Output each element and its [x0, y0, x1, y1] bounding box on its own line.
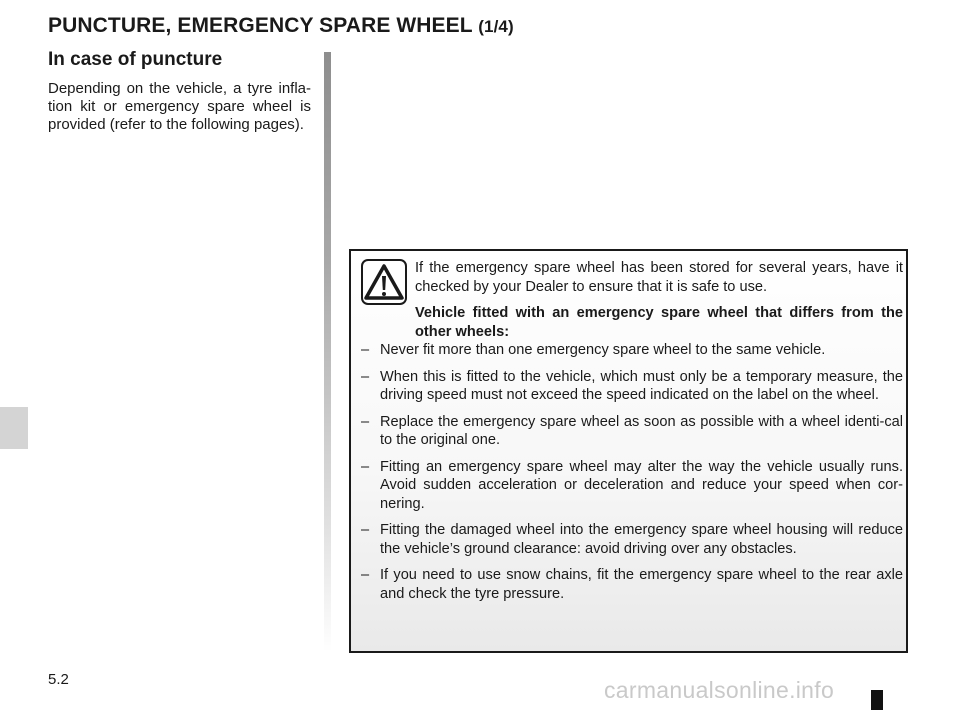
- warning-box: [349, 249, 908, 653]
- page-title-text: PUNCTURE, EMERGENCY SPARE WHEEL: [48, 14, 473, 37]
- warning-paragraph: If the emergency spare wheel has been stored for several years, have it checked by your Dealer to ensure that it is safe to use.: [415, 260, 903, 295]
- warning-bold-paragraph: Vehicle fitted with an emergency spare wheel that differs from the other wheels:: [415, 305, 903, 340]
- section-heading: In case of puncture: [48, 49, 223, 70]
- list-item: – Never fit more than one emergency spare wheel to the same vehicle.: [361, 341, 903, 360]
- page-number: 5.2: [48, 671, 69, 688]
- list-item: – When this is fitted to the vehicle, which must only be a temporary measure, the driving speed must not exceed the speed indicated on the label on the wheel.: [361, 368, 903, 405]
- chapter-side-tab: [0, 407, 28, 449]
- warning-triangle-icon: [361, 259, 407, 305]
- list-item: – If you need to use snow chains, fit the emergency spare wheel to the rear axle and check the tyre pressure.: [361, 566, 903, 603]
- list-item: – Fitting an emergency spare wheel may alter the way the vehicle usually runs. Avoid sudden acceleration or deceleration and reduce your speed when cor-nering.: [361, 458, 903, 514]
- column-divider: [324, 52, 331, 652]
- page-title-part: (1/4): [478, 17, 514, 36]
- corner-mark: [871, 690, 883, 710]
- watermark: carmanualsonline.info: [604, 677, 835, 703]
- list-item: – Fitting the damaged wheel into the emergency spare wheel housing will reduce the vehicle’s ground clearance: avoid driving over any obstacles.: [361, 521, 903, 558]
- page-title: [48, 14, 514, 38]
- warning-list: [361, 341, 903, 611]
- list-item: – Replace the emergency spare wheel as soon as possible with a wheel identi-cal to the original one.: [361, 413, 903, 450]
- intro-paragraph: Depending on the vehicle, a tyre infla-tion kit or emergency spare wheel is provided (refer to the following pages).: [48, 80, 311, 133]
- warning-intro: [415, 259, 903, 349]
